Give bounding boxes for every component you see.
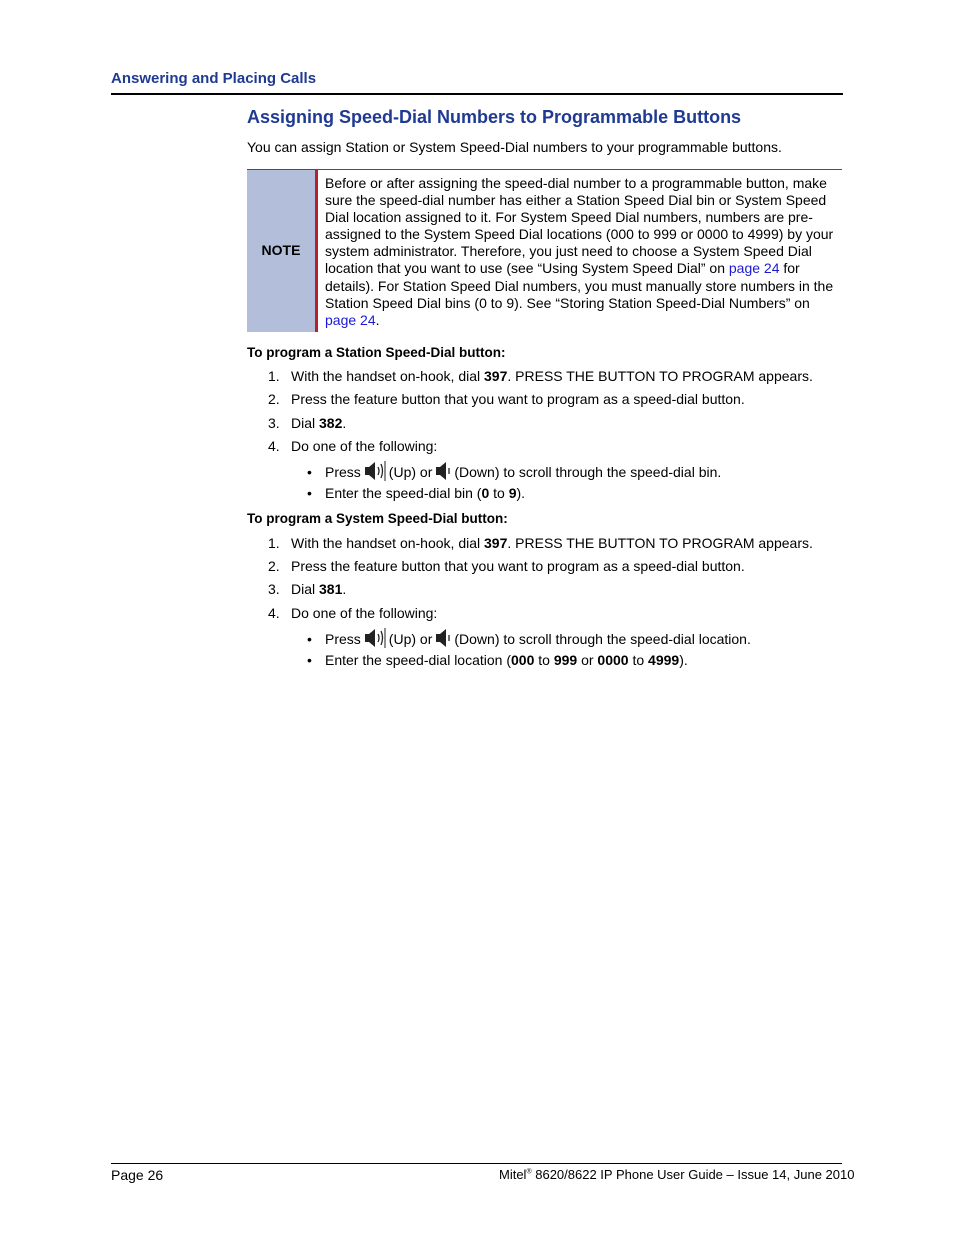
note-text-part: for details). For Station Speed Dial numbers, you must manually store numbers in the Station Speed Dial bins (0 to 9). See “Storing Station Speed-Dial Numbers” on: [325, 260, 834, 311]
footer-doc-title: [499, 1167, 854, 1182]
bullet-text: to: [628, 652, 649, 668]
step-number: 4.: [268, 438, 280, 454]
step-number: 3.: [268, 415, 280, 431]
step-item: [268, 605, 437, 621]
bullet-text: ).: [679, 652, 688, 668]
bullet-value: 999: [553, 652, 578, 668]
bullet-text: Enter the speed-dial bin (: [325, 485, 482, 501]
note-label-cell: [247, 170, 318, 332]
bullet-dot: •: [307, 464, 312, 480]
step-value: 397: [484, 535, 508, 551]
step-text: With the handset on-hook, dial: [291, 535, 485, 551]
volume-down-icon: [435, 461, 451, 484]
intro-paragraph: You can assign Station or System Speed-Dial numbers to your programmable buttons.: [247, 139, 782, 155]
step-number: 2.: [268, 391, 280, 407]
bullet-dot: •: [307, 652, 312, 668]
procedure-title-system: To program a System Speed-Dial button:: [247, 511, 508, 526]
note-text: [325, 175, 837, 329]
header-rule: [111, 93, 843, 95]
step-number: 4.: [268, 605, 280, 621]
step-item: [268, 415, 346, 431]
bullet-item: [307, 628, 751, 651]
step-number: 1.: [268, 368, 280, 384]
footer-brand: Mitel: [499, 1167, 527, 1182]
bullet-item: [307, 652, 688, 668]
registered-mark: ®: [526, 1168, 532, 1176]
step-text: Do one of the following:: [291, 605, 438, 621]
bullet-text: or: [577, 652, 598, 668]
step-number: 1.: [268, 535, 280, 551]
step-text: Dial: [291, 415, 320, 431]
page-link[interactable]: page 24: [325, 311, 376, 328]
step-value: 381: [319, 581, 343, 597]
step-text: . PRESS THE BUTTON TO PROGRAM appears.: [507, 368, 813, 384]
bullet-value: 000: [511, 652, 535, 668]
step-text: With the handset on-hook, dial: [291, 368, 485, 384]
bullet-value: 9: [508, 485, 517, 501]
section-title: Assigning Speed-Dial Numbers to Programmable Buttons: [247, 107, 742, 127]
bullet-value: 0: [481, 485, 490, 501]
step-item: [268, 368, 813, 384]
running-header: Answering and Placing Calls: [111, 70, 317, 87]
bullet-item: [307, 485, 525, 501]
step-text: Dial: [291, 581, 320, 597]
bullet-dot: •: [307, 631, 312, 647]
volume-down-icon: [435, 628, 451, 651]
footer-doc-text: 8620/8622 IP Phone User Guide – Issue 14, June 2010: [531, 1167, 855, 1182]
step-text: Do one of the following:: [291, 438, 438, 454]
step-value: 382: [319, 415, 343, 431]
bullet-value: 0000: [597, 652, 629, 668]
procedure-title-station: To program a Station Speed-Dial button:: [247, 345, 506, 360]
bullet-text: Press: [325, 464, 361, 480]
page-number: Page 26: [111, 1167, 164, 1183]
bullet-value: 4999: [648, 652, 680, 668]
step-text: Press the feature button that you want to program as a speed-dial button.: [291, 558, 745, 574]
bullet-text: (Up) or: [388, 464, 433, 480]
bullet-text: to: [489, 485, 509, 501]
bullet-text: (Down) to scroll through the speed-dial location.: [454, 631, 751, 647]
step-text: .: [342, 415, 347, 431]
bullet-dot: •: [307, 485, 312, 501]
note-box: [247, 169, 842, 332]
step-item: [268, 535, 813, 551]
bullet-item: [307, 461, 721, 484]
bullet-text: to: [534, 652, 554, 668]
bullet-text: (Up) or: [388, 631, 433, 647]
page-link[interactable]: page 24: [728, 260, 780, 277]
step-item: [268, 558, 745, 574]
note-label: NOTE: [261, 242, 301, 258]
step-number: 2.: [268, 558, 280, 574]
footer-rule: [111, 1163, 842, 1164]
note-text-part: Before or after assigning the speed-dial number to a programmable button, make sure the speed-dial number has either a Station Speed Dial bin or System Speed Dial location assigned to it. For System Speed Dial numbers, numbers are pre-assigned to the System Speed Dial locations (000 to 999 or 0000 to 4999) by your system administrator. Therefore, you just need to choose a System Speed Dial location that you want to use (see “Using System Speed Dial” on: [325, 175, 834, 277]
step-text: . PRESS THE BUTTON TO PROGRAM appears.: [507, 535, 813, 551]
step-text: Press the feature button that you want to program as a speed-dial button.: [291, 391, 745, 407]
step-number: 3.: [268, 581, 280, 597]
step-item: [268, 438, 437, 454]
step-text: .: [342, 581, 347, 597]
step-item: [268, 581, 346, 597]
bullet-text: (Down) to scroll through the speed-dial bin.: [454, 464, 722, 480]
bullet-text: Press: [325, 631, 361, 647]
step-item: [268, 391, 745, 407]
volume-up-icon: [364, 628, 386, 651]
bullet-text: ).: [516, 485, 526, 501]
step-value: 397: [484, 368, 508, 384]
note-text-part: .: [375, 311, 380, 328]
volume-up-icon: [364, 461, 386, 484]
bullet-text: Enter the speed-dial location (: [325, 652, 511, 668]
